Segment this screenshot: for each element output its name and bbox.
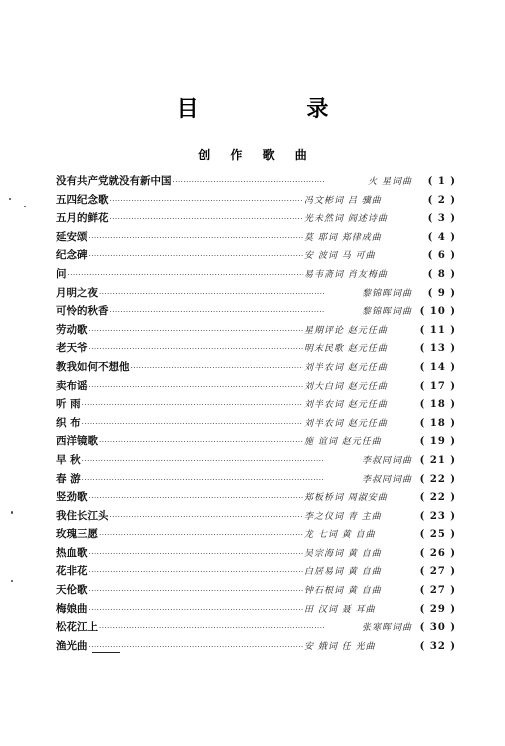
toc-entry [56, 210, 456, 229]
song-credit: 星期评论 赵元任曲 [304, 325, 388, 336]
song-credit: 白居易词 黄 自曲 [304, 567, 382, 578]
toc-entry [56, 396, 456, 415]
song-credit: 光未然词 阎述诗曲 [304, 214, 388, 225]
dot-leader [89, 587, 304, 595]
dot-leader [68, 271, 304, 279]
toc-entry [56, 526, 456, 545]
toc-entry [56, 452, 456, 471]
song-title: 织 布 [56, 416, 81, 429]
song-title: 五月的鲜花 [56, 212, 109, 225]
song-credit: 刘大白词 赵元任曲 [304, 381, 388, 392]
page-number: ( 2 ) [427, 194, 456, 206]
song-title: 梅娘曲 [56, 602, 88, 615]
dot-leader [89, 550, 304, 558]
toc-entry [56, 471, 456, 490]
scan-speck [24, 206, 26, 207]
section-heading: 创 作 歌 曲 [198, 148, 315, 162]
dot-leader [110, 215, 304, 223]
dot-leader [89, 252, 304, 260]
song-credit: 李叔同词曲 [361, 455, 412, 466]
song-title: 纪念碑 [56, 249, 88, 262]
page-number: ( 6 ) [427, 250, 456, 262]
song-credit: 冯文彬词 吕 骥曲 [304, 195, 382, 206]
scan-speck [11, 580, 13, 582]
toc-entry [56, 285, 456, 304]
toc-entry [56, 266, 456, 285]
song-title: 花非花 [56, 565, 88, 578]
page-number: ( 23 ) [419, 510, 456, 522]
song-credit: 吴宗海词 黄 自曲 [304, 548, 382, 559]
toc-entry [56, 229, 456, 248]
dot-leader [173, 178, 326, 186]
page-number: ( 25 ) [419, 529, 456, 541]
song-title: 月明之夜 [56, 286, 98, 299]
dot-leader [89, 234, 304, 242]
dot-leader [82, 457, 325, 465]
page-number: ( 21 ) [419, 454, 456, 466]
dot-leader [110, 513, 304, 521]
page-number: ( 27 ) [419, 585, 456, 597]
page-title: 目 录 [176, 97, 379, 122]
song-credit: 李之仪词 青 主曲 [304, 511, 382, 522]
song-title: 玫瑰三愿 [56, 528, 98, 541]
dot-leader [110, 197, 304, 205]
dot-leader [89, 606, 304, 614]
song-title: 西洋镜歌 [56, 435, 98, 448]
song-credit: 钟石根词 黄 自曲 [304, 586, 382, 597]
dot-leader [82, 401, 303, 409]
scan-underline-mark [92, 652, 120, 653]
song-credit: 黎锦晖词曲 [361, 288, 412, 299]
dot-leader [89, 327, 304, 335]
song-title: 劳动歌 [56, 323, 88, 336]
song-credit: 易韦斋词 肖友梅曲 [304, 269, 388, 280]
page-number: ( 18 ) [419, 417, 456, 429]
scan-speck [11, 511, 13, 514]
song-title: 问 [56, 267, 67, 280]
dot-leader [82, 476, 325, 484]
toc-entry [56, 619, 456, 638]
toc-entry [56, 247, 456, 266]
toc-entry [56, 359, 456, 378]
song-title: 五四纪念歌 [56, 193, 109, 206]
song-title: 延安颂 [56, 230, 88, 243]
toc-entry [56, 415, 456, 434]
page-number: ( 9 ) [427, 287, 456, 299]
toc-entry [56, 340, 456, 359]
page-number: ( 17 ) [419, 380, 456, 392]
page-number: ( 10 ) [419, 306, 456, 318]
page-number: ( 11 ) [419, 324, 456, 336]
page-number: ( 27 ) [419, 566, 456, 578]
song-title: 我住长江头 [56, 509, 109, 522]
song-title: 热血歌 [56, 546, 88, 559]
toc-entry [56, 563, 456, 582]
song-title: 渔光曲 [56, 639, 88, 652]
dot-leader [89, 494, 304, 502]
page-number: ( 1 ) [427, 176, 456, 187]
toc-entry [56, 489, 456, 508]
song-title: 教我如何不想他 [56, 360, 130, 373]
page-number: ( 14 ) [419, 361, 456, 373]
song-credit: 田 汉词 聂 耳曲 [304, 604, 376, 615]
song-credit: 刘半农词 赵元任曲 [304, 362, 388, 373]
song-credit: 安 波词 马 可曲 [304, 251, 376, 262]
dot-leader [89, 568, 304, 576]
dot-leader [89, 383, 304, 391]
toc-entry [56, 545, 456, 564]
song-credit: 莫 耶词 郑律成曲 [304, 232, 382, 243]
song-credit: 刘半农词 赵元任曲 [304, 400, 388, 411]
song-credit: 黎锦晖词曲 [361, 307, 412, 318]
song-credit: 郑板桥词 周淑安曲 [304, 493, 388, 504]
page-number: ( 18 ) [419, 399, 456, 411]
page-number: ( 3 ) [427, 213, 456, 225]
page-number: ( 13 ) [419, 343, 456, 355]
song-title: 没有共产党就没有新中国 [56, 175, 172, 187]
dot-leader [99, 438, 303, 446]
song-credit: 安 娥词 任 光曲 [304, 641, 376, 652]
page-number: ( 32 ) [419, 640, 456, 652]
page-number: ( 4 ) [427, 231, 456, 243]
dot-leader [99, 290, 325, 298]
dot-leader [89, 345, 304, 353]
toc-entry [56, 508, 456, 527]
page-number: ( 29 ) [419, 603, 456, 615]
song-title: 早 秋 [56, 453, 81, 466]
toc-entry [56, 192, 456, 211]
dot-leader [110, 308, 326, 316]
song-title: 听 雨 [56, 398, 81, 411]
dot-leader [82, 420, 303, 428]
song-title: 天伦歌 [56, 584, 88, 597]
toc-entry [56, 173, 456, 192]
page-number: ( 8 ) [427, 268, 456, 280]
page-number: ( 26 ) [419, 547, 456, 559]
toc-entry [56, 433, 456, 452]
scan-speck [9, 198, 11, 200]
song-title: 卖布谣 [56, 379, 88, 392]
song-credit: 施 谊词 赵元任曲 [304, 437, 382, 448]
song-credit: 张寒晖词曲 [361, 623, 412, 634]
toc-entry [56, 378, 456, 397]
toc-entry [56, 601, 456, 620]
song-credit: 李叔同词曲 [361, 474, 412, 485]
page-number: ( 22 ) [419, 492, 456, 504]
song-credit: 火 星词曲 [368, 177, 412, 187]
song-title: 松花江上 [56, 621, 98, 634]
dot-leader [99, 624, 325, 632]
toc-entry [56, 582, 456, 601]
page-number: ( 30 ) [419, 622, 456, 634]
dot-leader [89, 643, 304, 651]
song-title: 春 游 [56, 472, 81, 485]
dot-leader [131, 364, 304, 372]
toc-entry [56, 322, 456, 341]
song-title: 竖劲歌 [56, 491, 88, 504]
toc-entry [56, 303, 456, 322]
song-credit: 龙 七词 黄 自曲 [304, 530, 376, 541]
song-title: 可怜的秋香 [56, 305, 109, 318]
page-number: ( 22 ) [419, 473, 456, 485]
song-credit: 明末民歌 赵元任曲 [304, 344, 388, 355]
dot-leader [99, 531, 303, 539]
page-number: ( 19 ) [419, 436, 456, 448]
song-credit: 刘半农词 赵元任曲 [304, 418, 388, 429]
table-of-contents [56, 173, 456, 656]
toc-entry [56, 638, 456, 657]
song-title: 老天爷 [56, 342, 88, 355]
